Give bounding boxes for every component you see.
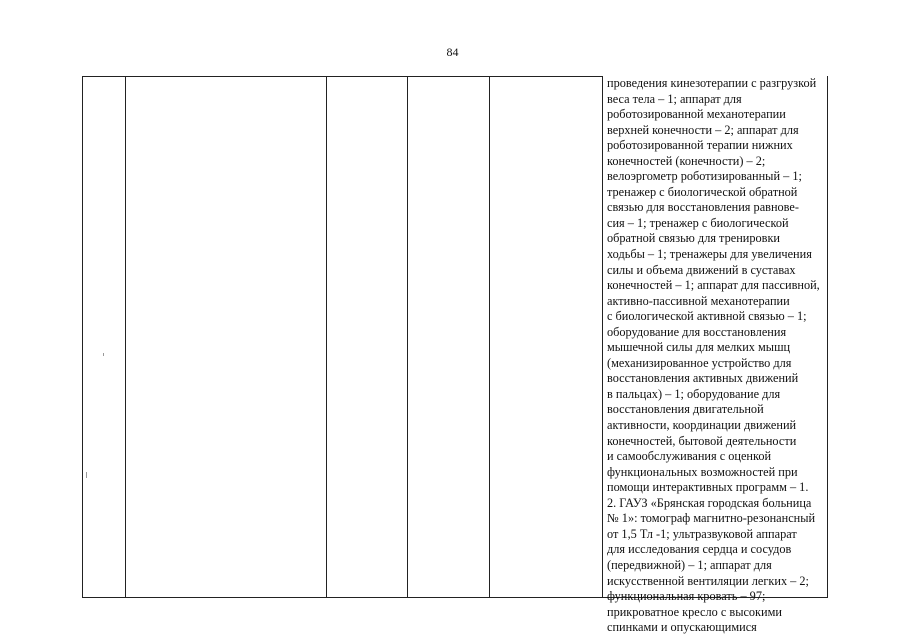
cell-text-line: мышечной силы для мелких мышц xyxy=(607,340,791,355)
column-divider xyxy=(326,76,327,597)
column-divider xyxy=(407,76,408,597)
cell-text-line: роботозированной терапии нижних xyxy=(607,138,793,153)
cell-text-line: активности, координации движений xyxy=(607,418,797,433)
cell-text-line: искусственной вентиляции легких – 2; xyxy=(607,573,809,588)
cell-text-line: обратной связью для тренировки xyxy=(607,231,781,246)
table-frame xyxy=(82,76,828,635)
cell-text-line: функциональная кровать – 97; xyxy=(607,589,766,604)
page-number: 84 xyxy=(446,45,459,59)
cell-text-line: ходьбы – 1; тренажеры для увеличения xyxy=(607,247,812,262)
cell-text-line: веса тела – 1; аппарат для xyxy=(607,91,742,106)
margin-mark xyxy=(103,353,104,356)
cell-text-line: восстановления двигательной xyxy=(607,402,764,417)
cell-text-line: верхней конечности – 2; аппарат для xyxy=(607,122,799,137)
cell-text-line: 2. ГАУЗ «Брянская городская больница xyxy=(607,495,812,510)
cell-text-line: спинками и опускающимися xyxy=(607,620,757,635)
cell-text-line: активно-пассивной механотерапии xyxy=(607,293,790,308)
column-divider xyxy=(125,76,126,597)
cell-text-line: в пальцах) – 1; оборудование для xyxy=(607,386,781,401)
cell-text-line: тренажер с биологической обратной xyxy=(607,184,798,199)
cell-text-line: роботозированной механотерапии xyxy=(607,107,786,122)
cell-text-line: (передвижной) – 1; аппарат для xyxy=(607,557,772,572)
cell-text-line: от 1,5 Тл -1; ультразвуковой аппарат xyxy=(607,526,797,541)
cell-text-line: прикроватное кресло с высокими xyxy=(607,604,782,619)
cell-text-line: конечностей (конечности) – 2; xyxy=(607,153,766,168)
cell-text-line: № 1»: томограф магнитно-резонансный xyxy=(607,511,816,526)
column-divider xyxy=(489,76,490,597)
cell-text-line: связью для восстановления равнове- xyxy=(607,200,799,215)
column-divider xyxy=(602,76,603,597)
cell-text-line: конечностей, бытовой деятельности xyxy=(607,433,797,448)
cell-text-line: силы и объема движений в суставах xyxy=(607,262,796,277)
cell-text-line: (механизированное устройство для xyxy=(607,355,792,370)
cell-text-line: с биологической активной связью – 1; xyxy=(607,309,807,324)
cell-text-line: велоэргометр роботизированный – 1; xyxy=(607,169,802,184)
table-top-rule xyxy=(83,76,602,77)
cell-text-line: проведения кинезотерапии с разгрузкой xyxy=(607,76,817,90)
cell-text-line: восстановления активных движений xyxy=(607,371,799,386)
cell-text-line: сия – 1; тренажер с биологической xyxy=(607,215,789,230)
equipment-cell-text xyxy=(607,76,827,636)
cell-text-line: оборудование для восстановления xyxy=(607,324,787,339)
cell-text-line: и самообслуживания с оценкой xyxy=(607,449,772,464)
cell-text-line: помощи интерактивных программ – 1. xyxy=(607,480,809,495)
cell-text-line: конечностей – 1; аппарат для пассивной, xyxy=(607,278,820,293)
cell-text-line: функциональных возможностей при xyxy=(607,464,798,479)
cell-text-line: для исследования сердца и сосудов xyxy=(607,542,792,557)
margin-mark xyxy=(86,472,87,478)
